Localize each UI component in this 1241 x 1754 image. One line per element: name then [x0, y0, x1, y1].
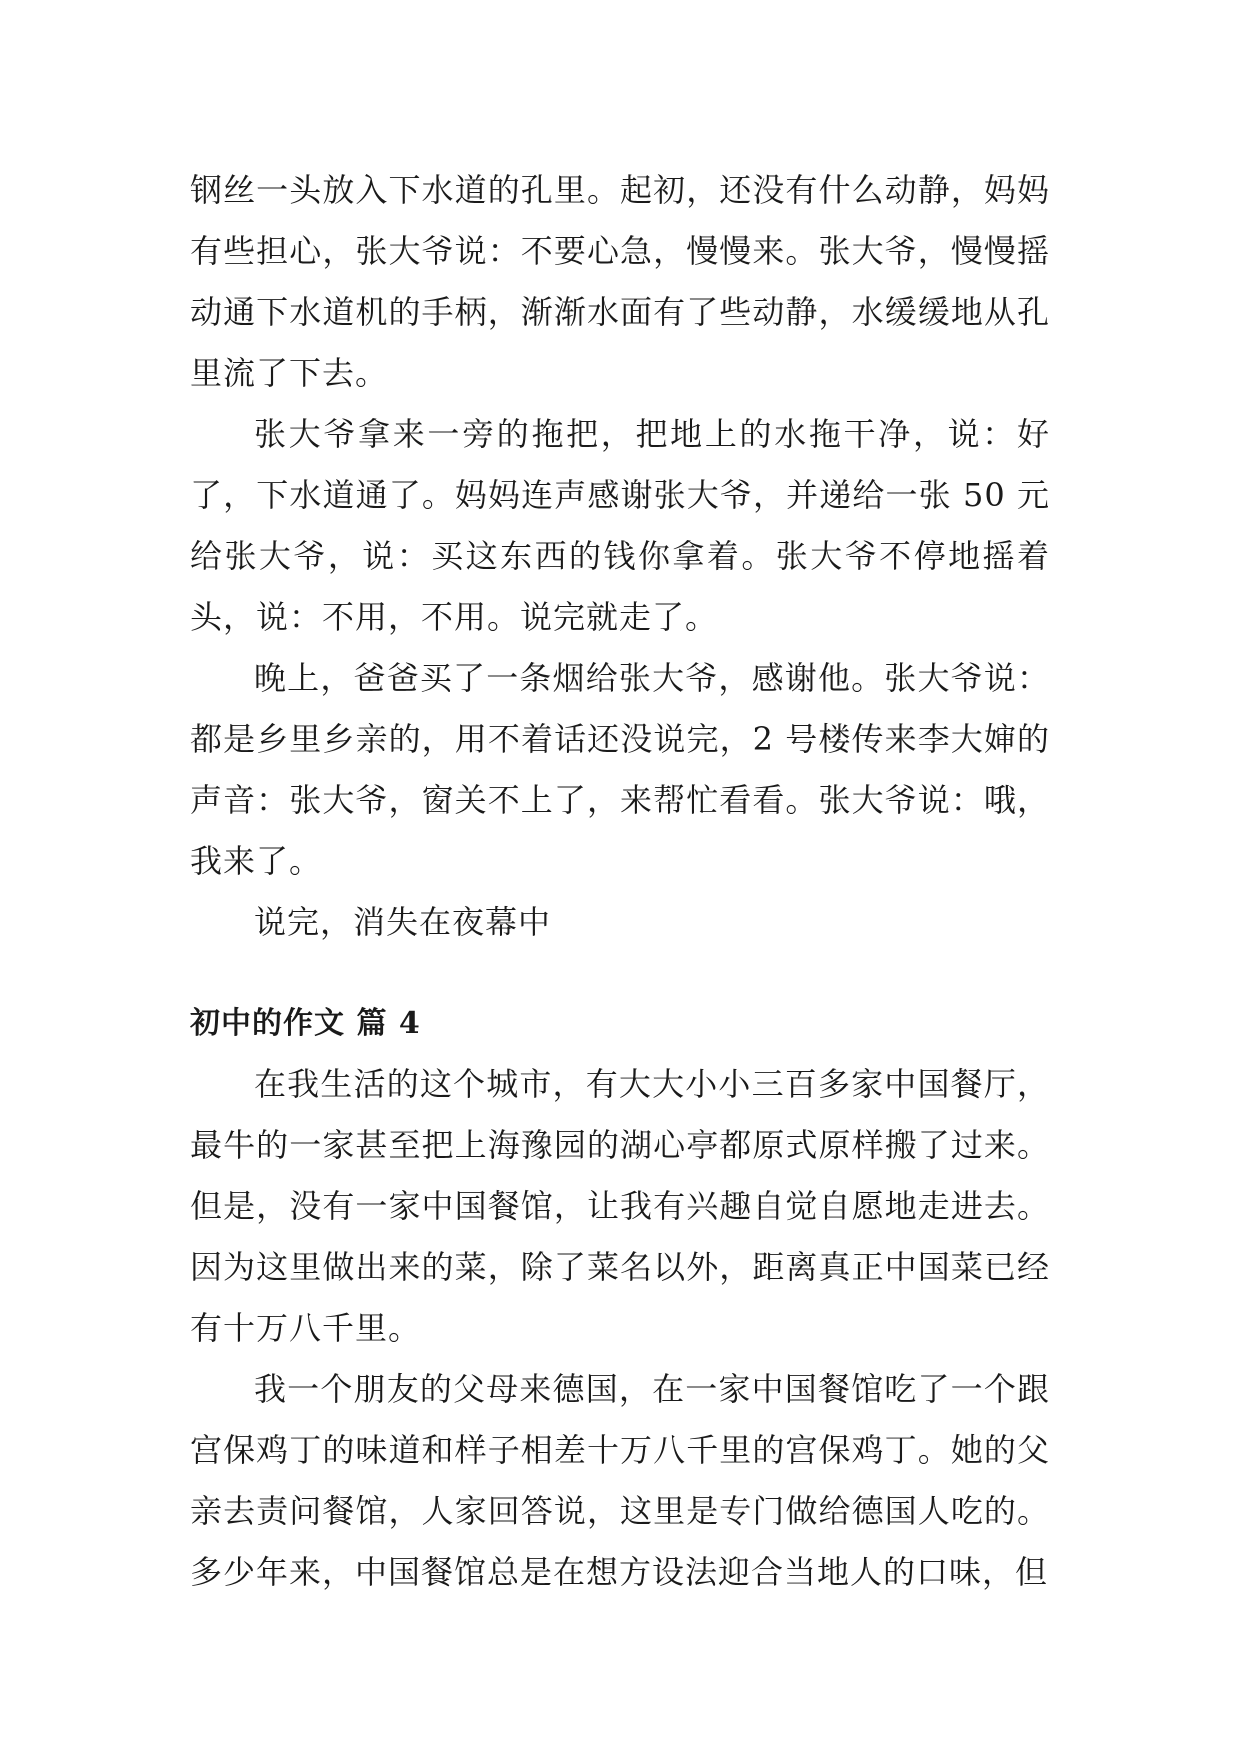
paragraph-5: 在我生活的这个城市，有大大小小三百多家中国餐厅，最牛的一家甚至把上海豫园的湖心亭都原式原样搬了过来。但是，没有一家中国餐馆，让我有兴趣自觉自愿地走进去。因为这里做出来的菜，除了菜名以外，距离真正中国菜已经有十万八千里。	[190, 1065, 1050, 1347]
paragraph-6: 我一个朋友的父母来德国，在一家中国餐馆吃了一个跟宫保鸡丁的味道和样子相差十万八千里的宫保鸡丁。她的父亲去责问餐馆，人家回答说，这里是专门做给德国人吃的。多少年来，中国餐馆总是在想方设法迎合当地人的口味，但	[190, 1370, 1050, 1591]
paragraph-1: 钢丝一头放入下水道的孔里。起初，还没有什么动静，妈妈有些担心，张大爷说：不要心急，慢慢来。张大爷，慢慢摇动通下水道机的手柄，渐渐水面有了些动静，水缓缓地从孔里流了下去。	[190, 171, 1050, 392]
paragraph-4: 说完，消失在夜幕中	[254, 903, 552, 941]
paragraph-3: 晚上，爸爸买了一条烟给张大爷，感谢他。张大爷说：都是乡里乡亲的，用不着话还没说完，2 号楼传来李大婶的声音：张大爷，窗关不上了，来帮忙看看。张大爷说：哦，我来了。	[190, 659, 1050, 880]
section-heading: 初中的作文 篇 4	[190, 1006, 421, 1041]
document-page	[190, 160, 1050, 1603]
paragraph-2: 张大爷拿来一旁的拖把，把地上的水拖干净，说：好了，下水道通了。妈妈连声感谢张大爷，并递给一张 50 元给张大爷，说：买这东西的钱你拿着。张大爷不停地摇着头，说：不用，不用。说完就走了。	[190, 415, 1050, 636]
